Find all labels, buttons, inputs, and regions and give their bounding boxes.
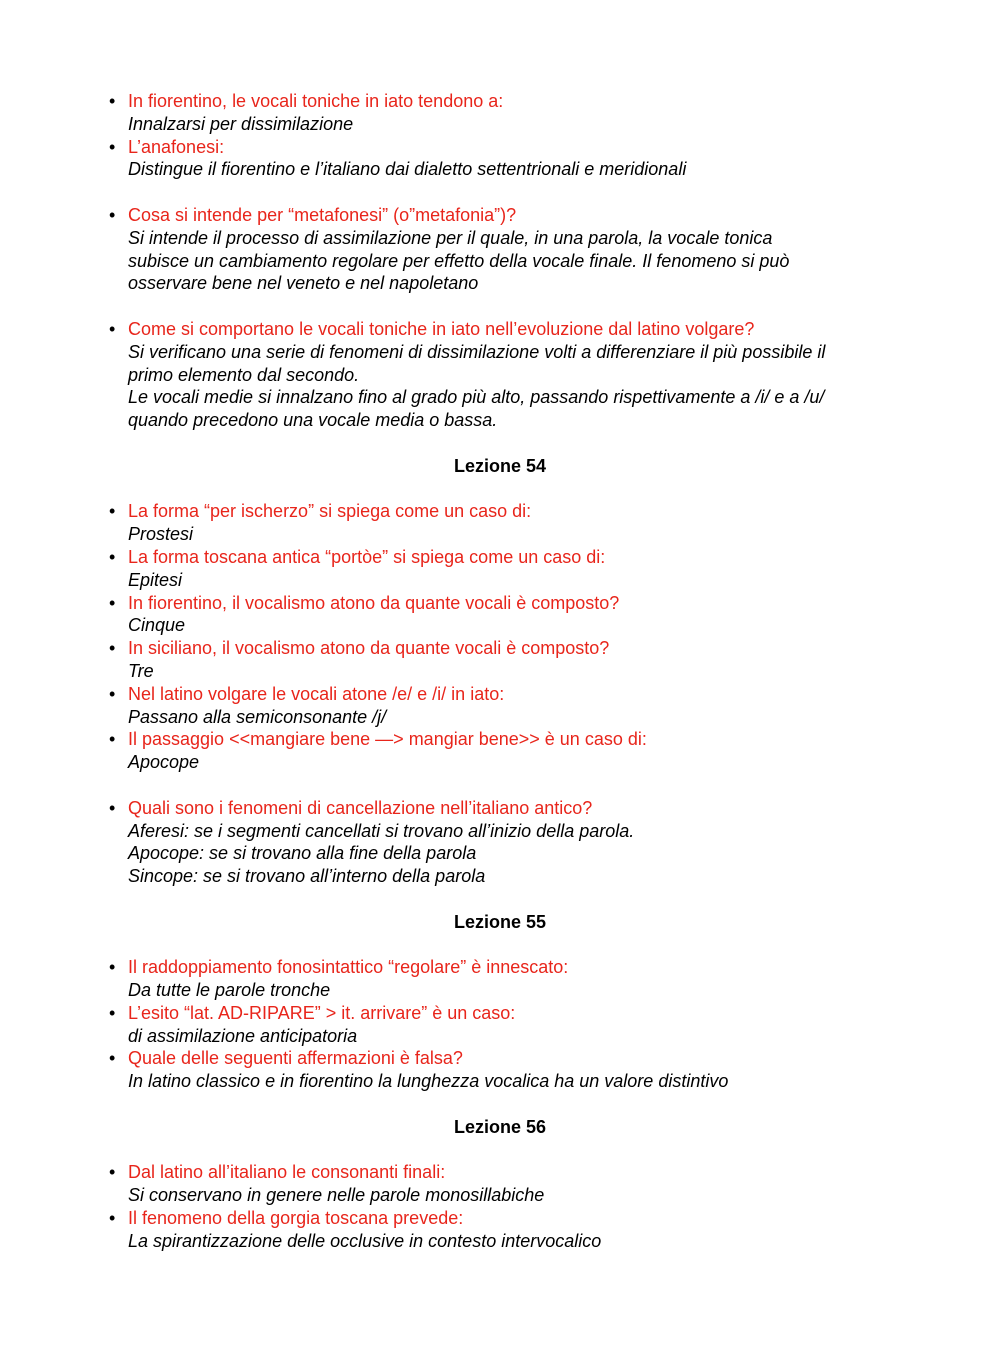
section-intro bbox=[0, 90, 1000, 432]
question-text: L’anafonesi: bbox=[128, 136, 225, 157]
qa-item bbox=[0, 90, 888, 136]
bullet: • bbox=[109, 546, 116, 567]
question-text: In siciliano, il vocalismo atono da quante vocali è composto? bbox=[128, 638, 610, 659]
answer-text: La spirantizzazione delle occlusive in contesto intervocalico bbox=[128, 1230, 602, 1251]
bullet: • bbox=[109, 683, 116, 704]
qa-item bbox=[0, 1161, 888, 1207]
question-text: Quali sono i fenomeni di cancellazione nell’italiano antico? bbox=[128, 797, 593, 818]
qa-item bbox=[0, 500, 888, 546]
question-text: L’esito “lat. AD-RIPARE” > it. arrivare” è un caso: bbox=[128, 1002, 516, 1023]
qa-item bbox=[0, 1207, 888, 1253]
bullet: • bbox=[109, 1048, 116, 1069]
question-text: La forma toscana antica “portòe” si spiega come un caso di: bbox=[128, 546, 606, 567]
answer-text: Aferesi: se i segmenti cancellati si trovano all’inizio della parola. Apocope: se si trovano alla fine della parola Sincope: se si trovano all’interno della parola bbox=[128, 820, 635, 887]
question-text: Cosa si intende per “metafonesi” (o”metafonia”)? bbox=[128, 204, 517, 225]
answer-text: Distingue il fiorentino e l’italiano dai dialetto settentrionali e meridionali bbox=[128, 159, 687, 180]
answer-text: Tre bbox=[128, 660, 154, 681]
answer-text: Innalzarsi per dissimilazione bbox=[128, 113, 354, 134]
section-lezione-54 bbox=[0, 500, 1000, 888]
bullet: • bbox=[109, 204, 116, 225]
qa-item bbox=[0, 956, 888, 1002]
bullet: • bbox=[109, 592, 116, 613]
qa-item bbox=[0, 1002, 888, 1048]
qa-item bbox=[0, 683, 888, 729]
section-lezione-56 bbox=[0, 1161, 1000, 1252]
bullet: • bbox=[109, 318, 116, 339]
bullet: • bbox=[109, 1002, 116, 1023]
question-text: In fiorentino, il vocalismo atono da quante vocali è composto? bbox=[128, 592, 620, 613]
question-text: Il raddoppiamento fonosintattico “regolare” è innescato: bbox=[128, 957, 569, 978]
bullet: • bbox=[109, 957, 116, 978]
question-text: Nel latino volgare le vocali atone /e/ e /i/ in iato: bbox=[128, 683, 505, 704]
bullet: • bbox=[109, 1208, 116, 1229]
qa-item bbox=[0, 546, 888, 592]
qa-item bbox=[0, 592, 888, 638]
bullet: • bbox=[109, 729, 116, 750]
section-lezione-55 bbox=[0, 956, 1000, 1093]
bullet: • bbox=[109, 136, 116, 157]
qa-item bbox=[0, 136, 888, 182]
question-text: Come si comportano le vocali toniche in iato nell’evoluzione dal latino volgare? bbox=[128, 318, 755, 339]
question-text: Quale delle seguenti affermazioni è falsa? bbox=[128, 1048, 463, 1069]
answer-text: Apocope bbox=[128, 752, 200, 773]
answer-text: Si intende il processo di assimilazione per il quale, in una parola, la vocale tonica subisce un cambiamento regolare per effetto della vocale finale. Il fenomeno si può osservare bene nel veneto e nel napoletano bbox=[128, 227, 790, 294]
bullet: • bbox=[109, 638, 116, 659]
question-text: Il fenomeno della gorgia toscana prevede: bbox=[128, 1208, 464, 1229]
document-page bbox=[0, 90, 1000, 1253]
answer-text: Si verificano una serie di fenomeni di dissimilazione volti a differenziare il più possibile il primo elemento dal secondo. Le vocali medie si innalzano fino al grado più alto, passando rispettivamente a /i/ e a /u/ quando precedono una vocale media o bassa. bbox=[128, 341, 826, 431]
question-text: La forma “per ischerzo” si spiega come un caso di: bbox=[128, 501, 532, 522]
answer-text: Passano alla semiconsonante /j/ bbox=[128, 706, 387, 727]
section-heading-lezione-55: Lezione 55 bbox=[453, 911, 547, 932]
answer-text: Prostesi bbox=[128, 524, 194, 545]
qa-item bbox=[0, 637, 888, 683]
answer-text: Epitesi bbox=[128, 569, 183, 590]
qa-item bbox=[0, 318, 888, 432]
answer-text: Si conservano in genere nelle parole monosillabiche bbox=[128, 1185, 545, 1206]
bullet: • bbox=[109, 501, 116, 522]
question-text: Dal latino all’italiano le consonanti finali: bbox=[128, 1162, 446, 1183]
question-text: In fiorentino, le vocali toniche in iato tendono a: bbox=[128, 91, 504, 111]
answer-text: Cinque bbox=[128, 615, 186, 636]
answer-text: In latino classico e in fiorentino la lunghezza vocalica ha un valore distintivo bbox=[128, 1071, 729, 1092]
qa-item bbox=[0, 797, 888, 888]
bullet: • bbox=[109, 797, 116, 818]
qa-item bbox=[0, 1047, 888, 1093]
section-heading-lezione-56: Lezione 56 bbox=[453, 1116, 547, 1137]
answer-text: Da tutte le parole tronche bbox=[128, 980, 331, 1001]
section-heading-lezione-54: Lezione 54 bbox=[453, 455, 547, 476]
qa-item bbox=[0, 204, 888, 295]
bullet: • bbox=[109, 1162, 116, 1183]
qa-item bbox=[0, 728, 888, 774]
question-text: Il passaggio <<mangiare bene —> mangiar bene>> è un caso di: bbox=[128, 729, 647, 750]
bullet: • bbox=[109, 91, 116, 111]
answer-text: di assimilazione anticipatoria bbox=[128, 1025, 358, 1046]
